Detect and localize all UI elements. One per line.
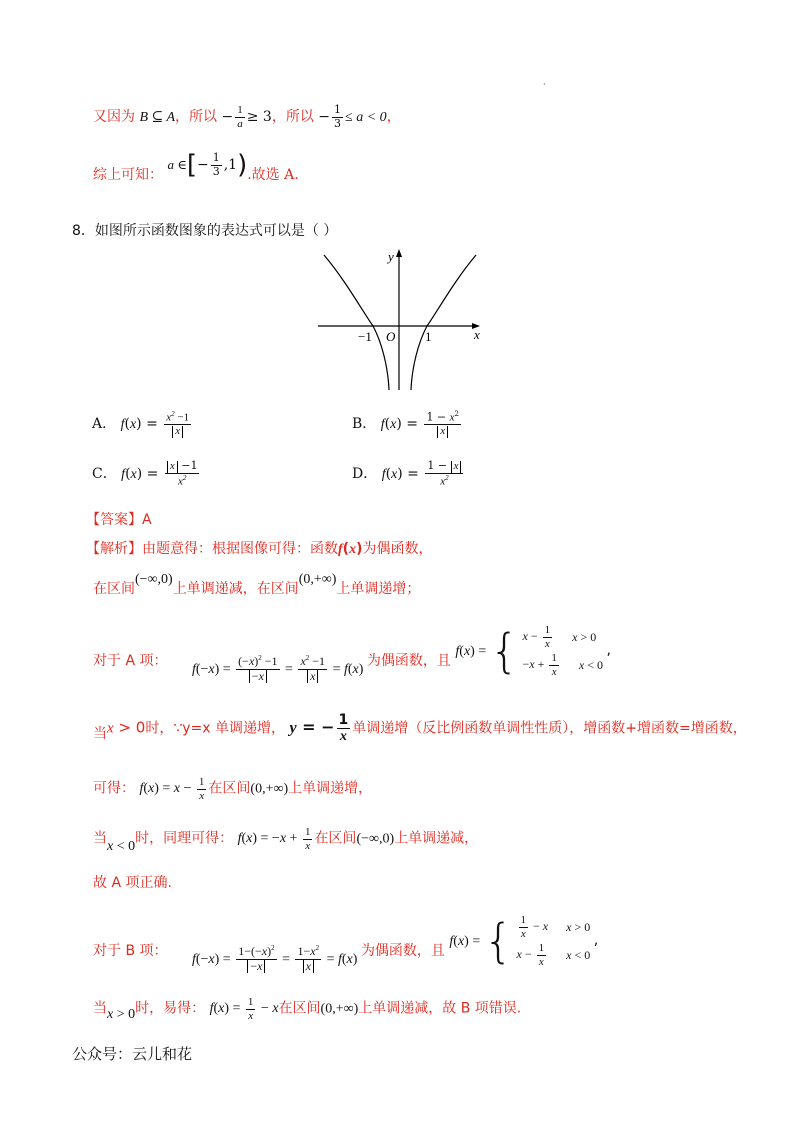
item-a-line: 对于 A 项： f(−x) = $\frac{(-x)^2 -1}{-x}$ = $\frac{x^2 -1}{x}$ = f(x) 为偶函数，且 f(x) = { x − $\frac{1}{x}$ x > 0 −x + $\frac{1}{x}$ x < 0 , — [93, 624, 611, 684]
line-conclusion: 综上可知： a ∈[− $\frac{1}{3}$ ,1).故选 A. — [93, 150, 299, 183]
tick-one: 1 — [425, 329, 432, 344]
tick-neg-one: −1 — [358, 329, 372, 344]
footer-account: 公众号：云儿和花 — [72, 1045, 193, 1063]
origin-label: O — [386, 329, 396, 344]
get-line: 可得： f(x) = x − $\frac{1}{x}$ 在区间(0,+∞)上单调递增， — [93, 776, 373, 802]
answer: 【答案】A — [86, 512, 152, 528]
y-axis-label: y — [388, 249, 394, 264]
conclusion-a: 故 A 项正确. — [93, 875, 172, 891]
item-b-line: 对于 B 项： f(−x) = $\frac{1-(-x)^2}{-x}$ = $\frac{1-x^2}{x}$ = f(x) 为偶函数，且 f(x) = { $\frac{1}{x}$ − x x > 0 x − $\frac{1}{x}$ x < 0 , — [93, 914, 599, 974]
analysis-line: 【解析】由题意得：根据图像可得：函数f(x)为偶函数， — [86, 541, 433, 557]
option-c: C． f(x) = $\frac{x -1}{x^2}$ — [92, 459, 198, 488]
option-d: D． f(x) = $\frac{1 - x}{x^2}$ — [352, 460, 465, 488]
when-positive-line: 当x > 0时，∵y=x 单调递增， y = − $\frac{1}{x}$ 单调递增（反比例函数单调性性质），增函数+增函数=增函数， — [93, 712, 747, 745]
x-axis-label: x — [474, 327, 480, 342]
question-8: 8．如图所示函数图象的表达式可以是（ ） — [72, 223, 338, 239]
when-negative-line: 当x < 0时，同理可得： f(x) = −x + $\frac{1}{x}$ 在区间(−∞,0)上单调递减， — [93, 826, 479, 855]
option-a: A． f(x) = $\frac{x^2 -1}{x}$ — [92, 410, 190, 438]
interval-line: 在区间(−∞,0)上单调递减，在区间(0,+∞)上单调递增； — [93, 572, 421, 597]
function-graph — [300, 245, 500, 395]
page-dot: · — [543, 80, 546, 89]
last-b-line: 当x > 0时，易得： f(x) = $\frac{1}{x}$ − x在区间(0,+∞)上单调递减，故 B 项错误. — [93, 996, 522, 1023]
option-b: B． f(x) = $\frac{1 - x^2}{x}$ — [352, 410, 460, 438]
line-b-subset-a: 又因为 B ⊆ A，所以 − $\frac{1}{a}$ ≥ 3，所以 − $\frac{1}{3}$ ≤ a < 0， — [93, 103, 401, 130]
